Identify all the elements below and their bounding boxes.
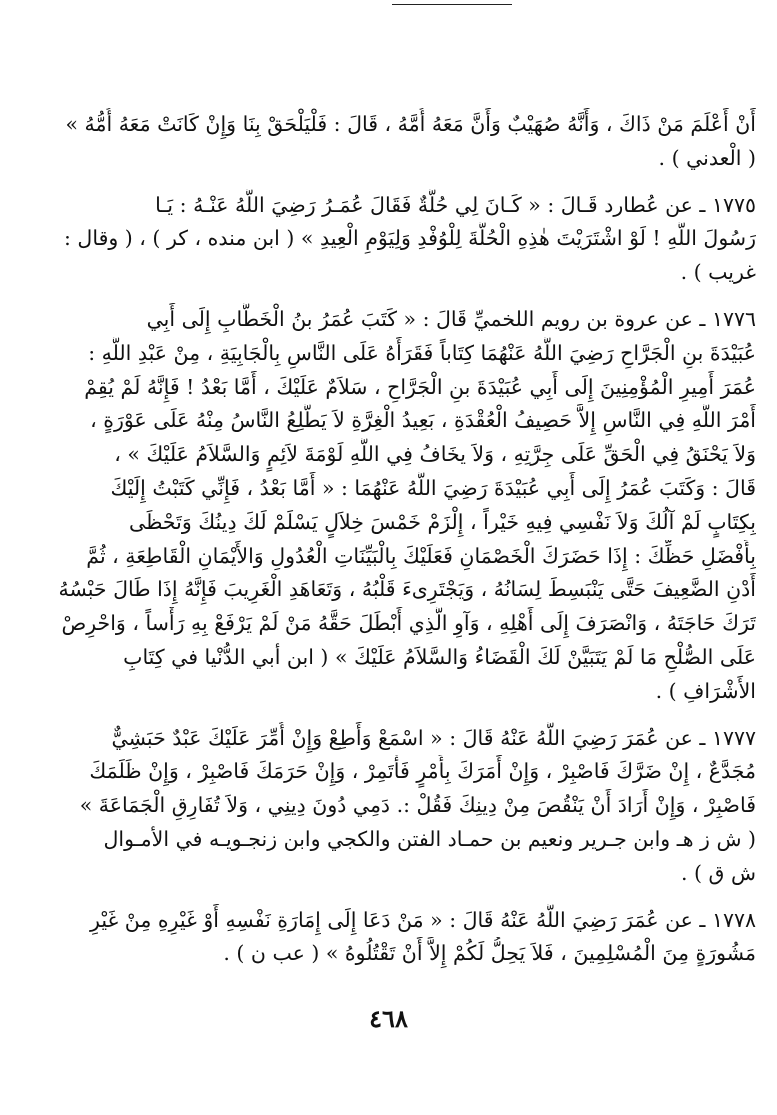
text-line: مَشُورَةٍ مِنَ الْمُسْلِمِينَ ، فَلاَ يَحِلُّ لَكُمْ إِلاَّ أَنْ تَقْتُلُوهُ » ( عب ن ) . <box>223 941 756 966</box>
text-line: عُبَيْدَةَ بنِ الْجَرَّاحِ رَضِيَ اللَّهُ عَنْهُمَا كِتَاباً فَقَرَأَهُ عَلَى النَّاسِ بِالْجَابِيَةِ ، مِنْ عَبْدِ اللَّهِ : <box>88 340 756 365</box>
text-line: ١٧٧٨ ـ عن عُمَرَ رَضِيَ اللَّهُ عَنْهُ قَالَ : « مَنْ دَعَا إِلَى إِمَارَةِ نَفْسِهِ أَوْ غَيْرِهِ مِنْ غَيْرِ <box>90 907 756 932</box>
text-line: تَرَكَ حَاجَتَهُ ، وَانْصَرَفَ إِلَى أَهْلِهِ ، وَآوِ الَّذِي أَبْطَلَ حَقَّهُ مَنْ لَمْ يَرْفَعْ بِهِ رَأْساً ، وَاحْرِصْ <box>61 611 756 636</box>
paragraph-1777 <box>44 722 756 891</box>
paragraph-1775 <box>44 189 756 290</box>
text-line: أَمْرَ اللَّهِ فِي النَّاسِ إِلاَّ حَصِيفُ الْعُقْدَةِ ، بَعِيدُ الْغِرَّةِ لاَ يَطَّلِعُ النَّاسُ مِنْهُ عَلَى عَوْرَةٍ ، <box>90 408 756 433</box>
text-line: غريب ) . <box>680 260 756 285</box>
text-line: أَنْ أَعْلَمَ مَنْ ذَاكَ ، وَأَنَّهُ صُهَيْبٌ وَأَنَّ مَعَهُ أُمَّهُ ، قَالَ : فَلْيَلْحَقْ بِنَا وَإِنْ كَانَتْ مَعَهُ أُمُّهُ » <box>65 112 756 136</box>
text-line: ١٧٧٧ ـ عن عُمَرَ رَضِيَ اللَّهُ عَنْهُ قَالَ : « اسْمَعْ وَأَطِعْ وَإِنْ أُمِّرَ عَلَيْكَ عَبْدٌ حَبَشِيٌّ <box>111 725 756 750</box>
text-line: بِكِتَابٍ لَمْ آلُكَ وَلاَ نَفْسِي فِيهِ خَيْراً ، إِلْزَمْ خَمْسَ خِلاَلٍ يَسْلَمْ لَكَ دِينُكَ وَتَحْظَى <box>129 509 756 534</box>
text-line: ش ق ) . <box>681 860 756 885</box>
text-line: ١٧٧٦ ـ عن عروة بن رويم اللخميِّ قَالَ : « كَتَبَ عُمَرُ بنُ الْخَطَّابِ إِلَى أَبِي <box>146 306 756 331</box>
paragraph-1778 <box>44 904 756 972</box>
text-line: أَدْنِ الضَّعِيفَ حَتَّى يَنْبَسِطَ لِسَانُهُ ، وَيَجْتَرِىءَ قَلْبُهُ ، وَتَعَاهَدِ الْغَرِيبَ فَإِنَّهُ إِذَا طَالَ حَبْسُهُ <box>58 577 756 602</box>
text-line: بِأَفْضَلِ حَظِّكَ : إِذَا حَضَرَكَ الْخَصْمَانِ فَعَلَيْكَ بِالْبَيِّنَاتِ الْعُدُولِ وَالأَيْمَانِ الْقَاطِعَةِ ، ثُمَّ <box>86 543 756 568</box>
text-line: قَالَ : وَكَتَبَ عُمَرُ إِلَى أَبِي عُبَيْدَةَ رَضِيَ اللَّهُ عَنْهُمَا : « أَمَّا بَعْدُ ، فَإِنِّي كَتَبْتُ إِلَيْكَ <box>110 475 756 500</box>
text-body <box>44 108 756 971</box>
text-line: وَلاَ يَحْنَقُ فِي الْحَقِّ عَلَى جِرَّتِهِ ، وَلاَ يخَافُ فِي اللَّهِ لَوْمَةَ لاَئِمٍ وَالسَّلاَمُ عَلَيْكَ » ، <box>114 442 756 467</box>
text-line: مُجَدَّعٌ ، إِنْ ضَرَّكَ فَاصْبِرْ ، وَإِنْ أَمَرَكَ بِأَمْرٍ فَأْتَمِرْ ، وَإِنْ حَرَمَكَ فَاصْبِرْ ، وَإِنْ ظَلَمَكَ <box>89 759 756 784</box>
page-number: ٤٦٨ <box>369 1004 408 1033</box>
text-line: عَلَى الصُّلْحِ مَا لَمْ يَتَبَيَّنْ لَكَ الْقَضَاءُ وَالسَّلاَمُ عَلَيْكَ » ( ابن أبي الدُّنْيا في كِتَابِ <box>123 644 756 669</box>
text-line: الأَشْرَافِ ) . <box>655 678 756 703</box>
text-line: ١٧٧٥ ـ عن عُطارد قَـالَ : « كَـانَ لِي حُلَّةٌ فَقَالَ عُمَـرُ رَضِيَ اللَّهُ عَنْـهُ : يَـا <box>155 192 756 217</box>
paragraph-continuation <box>44 108 756 176</box>
text-line: فَاصْبِرْ ، وَإِنْ أَرَادَ أَنْ يَنْقُصَ مِنْ دِينِكَ فَقُلْ :. دَمِي دُونَ دِينِي ، وَلاَ تُفَارِقِ الْجَمَاعَةَ » <box>79 793 756 818</box>
text-line: رَسُولَ اللَّهِ ! لَوْ اشْتَرَيْتَ هٰذِهِ الْحُلَّةَ لِلْوُفْدِ وَلِيَوْمِ الْعِيدِ » ( ابن منده ، كر ) ، ( وقال : <box>64 226 756 251</box>
top-rule <box>392 4 512 5</box>
text-line: عُمَرَ أَمِيرِ الْمُؤْمِنِينَ إِلَى أَبِي عُبَيْدَةَ بنِ الْجَرَّاحِ ، سَلاَمٌ عَلَيْكَ ، أَمَّا بَعْدُ ! فَإِنَّهُ لَمْ يُقِمْ <box>84 374 756 399</box>
text-line: ( الْعدني ) . <box>658 145 756 170</box>
text-line: ( ش ز هـ وابن جـرير ونعيم بن حمـاد الفتن والكجي وابن زنجـويـه في الأمـوال <box>103 826 756 851</box>
paragraph-1776 <box>44 303 756 709</box>
